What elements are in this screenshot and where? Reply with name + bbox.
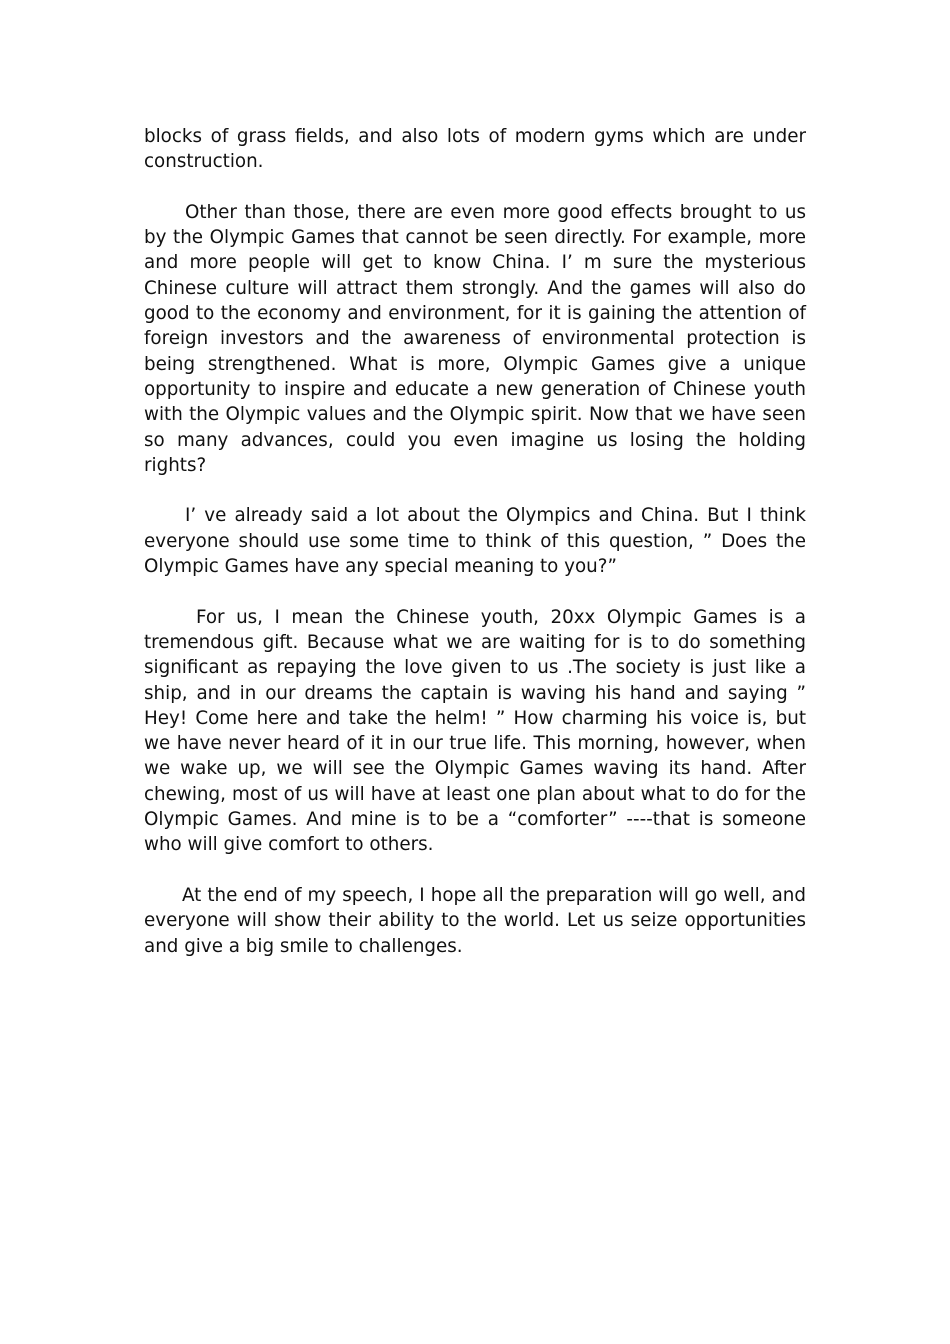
document-body [144, 124, 806, 984]
paragraph-1: blocks of grass fields, and also lots of modern gyms which are under construction. [144, 126, 806, 173]
paragraph-2: Other than those, there are even more good effects brought to us by the Olympic Games that cannot be seen directly. For example, more and more people will get to know China. I’ m sure the mysterious Chinese culture will attract them strongly. And the games will also do good to the economy and environment, for it is gaining the attention of foreign investors and the awareness of environmental protection is being strengthened. What is more, Olympic Games give a unique opportunity to inspire and educate a new generation of Chinese youth with the Olympic values and the Olympic spirit. Now that we have seen so many advances, could you even imagine us losing the holding rights? [144, 201, 806, 476]
paragraph-3: I’ ve already said a lot about the Olympics and China. But I think everyone should use some time to think of this question, ” Does the Olympic Games have any special meaning to you?” [144, 505, 806, 578]
paragraph-5: At the end of my speech, I hope all the preparation will go well, and everyone will show their ability to the world. Let us seize opportunities and give a big smile to challenges. [144, 884, 806, 957]
paragraph-4: For us, I mean the Chinese youth, 20xx Olympic Games is a tremendous gift. Because what we are waiting for is to do something significant as repaying the love given to us .The society is just like a ship, and in our dreams the captain is waving his hand and saying ” Hey! Come here and take the helm! ” How charming his voice is, but we have never heard of it in our true life. This morning, however, when we wake up, we will see the Olympic Games waving its hand. After chewing, most of us will have at least one plan about what to do for the Olympic Games. And mine is to be a “comforter” ----that is someone who will give comfort to others. [144, 606, 806, 856]
